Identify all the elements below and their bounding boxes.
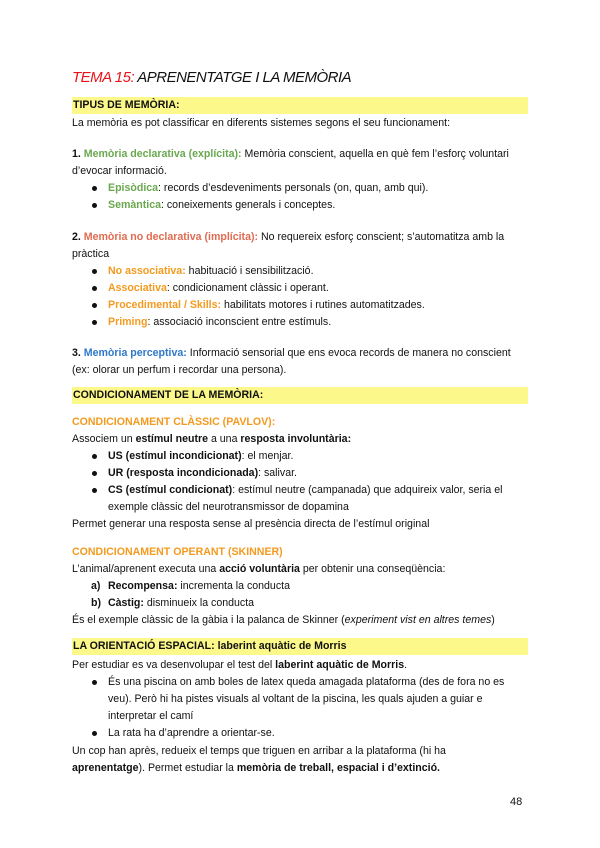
bullet-icon [92, 286, 97, 291]
memoria-declarativa-cont: d’evocar informació. [72, 165, 167, 177]
list-item: No associativa: habituació i sensibilització. [108, 265, 314, 277]
list-item: La rata ha d’aprendre a orientar-se. [108, 727, 275, 739]
list-item: Recompensa: incrementa la conducta [108, 580, 290, 592]
bullet-icon [92, 454, 97, 459]
list-item: Associativa: condicionament clàssic i operant. [108, 282, 329, 294]
list-item-cont: veu). Però hi ha pistes visuals al voltant de la piscina, les quals ajuden a guiar e [108, 693, 483, 705]
memoria-no-declarativa-cont: pràctica [72, 248, 110, 260]
list-marker: a) [91, 580, 101, 592]
list-item: És una piscina on amb boles de latex queda amagada plataforma (des de fora no es [108, 676, 505, 688]
page-title: TEMA 15: APRENENTATGE I LA MEMÒRIA [72, 69, 352, 86]
section-heading-condicionament: CONDICIONAMENT DE LA MEMÒRIA: [72, 387, 528, 404]
bullet-icon [92, 471, 97, 476]
bullet-icon [92, 731, 97, 736]
classic-intro: Associem un estímul neutre a una resposta involuntària: [72, 433, 352, 445]
subheading-classic: CONDICIONAMENT CLÀSSIC (PAVLOV): [72, 416, 276, 428]
page-number: 48 [510, 796, 523, 808]
section-heading-orientacio: LA ORIENTACIÓ ESPACIAL: laberint aquàtic de Morris [72, 638, 528, 655]
bullet-icon [92, 203, 97, 208]
list-item: Semàntica: coneixements generals i conceptes. [108, 199, 336, 211]
subheading-operant: CONDICIONAMENT OPERANT (SKINNER) [72, 546, 283, 558]
list-item: Càstig: disminueix la conducta [108, 597, 255, 609]
orient-close: Un cop han après, redueix el temps que triguen en arribar a la plataforma (hi ha [72, 745, 446, 757]
list-item: US (estímul incondicionat): el menjar. [108, 450, 294, 462]
list-item: UR (resposta incondicionada): salivar. [108, 467, 297, 479]
memoria-perceptiva: 3. Memòria perceptiva: Informació sensorial que ens evoca records de manera no conscient [72, 347, 511, 359]
list-item-cont: interpretar el camí [108, 710, 194, 722]
bullet-icon [92, 186, 97, 191]
bullet-icon [92, 269, 97, 274]
list-marker: b) [91, 597, 101, 609]
tipus-intro: La memòria es pot classificar en diferents sistemes segons el seu funcionament: [72, 117, 451, 129]
list-item: Priming: associació inconscient entre estímuls. [108, 316, 332, 328]
list-item: Procedimental / Skills: habilitats motores i rutines automatitzades. [108, 299, 425, 311]
bullet-icon [92, 303, 97, 308]
bullet-icon [92, 488, 97, 493]
orient-close-cont: aprenentatge). Permet estudiar la memòria de treball, espacial i d’extinció. [72, 762, 440, 774]
list-item-cont: exemple clàssic del neurotransmissor de dopamina [108, 501, 349, 513]
section-heading-tipus: TIPUS DE MEMÒRIA: [72, 97, 528, 114]
memoria-perceptiva-cont: (ex: olorar un perfum i recordar una persona). [72, 364, 287, 376]
bullet-icon [92, 320, 97, 325]
memoria-declarativa: 1. Memòria declarativa (explícita): Memòria conscient, aquella en què fem l’esforç voluntari [72, 148, 509, 160]
orient-intro: Per estudiar es va desenvolupar el test del laberint aquàtic de Morris. [72, 659, 408, 671]
operant-close: És el exemple clàssic de la gàbia i la palanca de Skinner (experiment vist en altres temes) [72, 614, 495, 626]
classic-close: Permet generar una resposta sense al presència directa de l’estímul original [72, 518, 430, 530]
list-item: Episòdica: records d’esdeveniments personals (on, quan, amb qui). [108, 182, 429, 194]
memoria-no-declarativa: 2. Memòria no declarativa (implícita): No requereix esforç conscient; s’automatitza amb la [72, 231, 505, 243]
bullet-icon [92, 680, 97, 685]
list-item: CS (estímul condicionat): estímul neutre (campanada) que adquireix valor, seria el [108, 484, 503, 496]
operant-intro: L’animal/aprenent executa una acció voluntària per obtenir una conseqüència: [72, 563, 446, 575]
